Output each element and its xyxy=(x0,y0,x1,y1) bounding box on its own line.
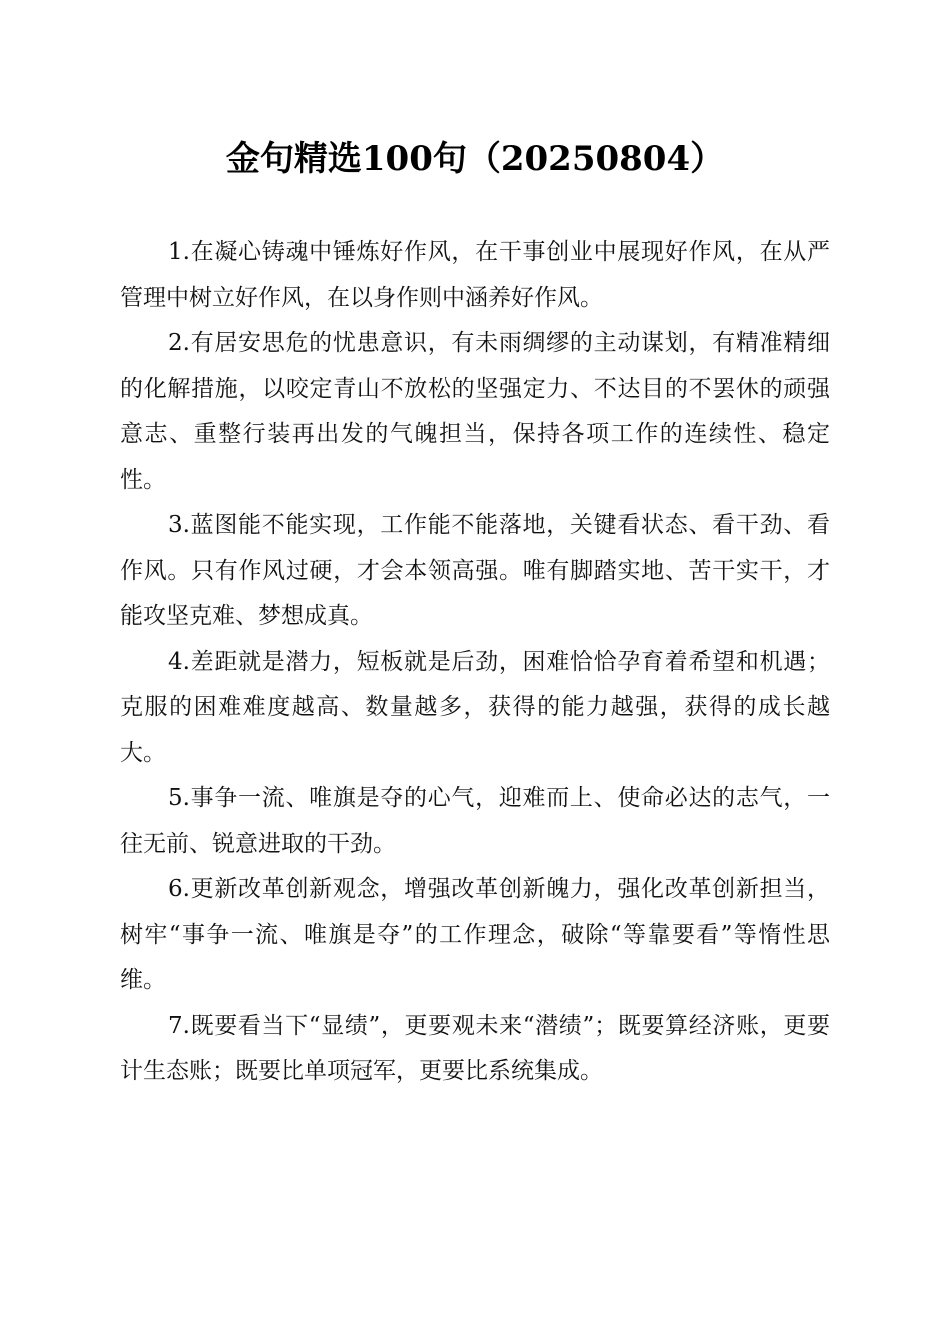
paragraph-4: 4.差距就是潜力，短板就是后劲，困难恰恰孕育着希望和机遇；克服的困难难度越高、数量越多，获得的能力越强，获得的成长越大。 xyxy=(120,648,830,766)
paragraph-6: 6.更新改革创新观念，增强改革创新魄力，强化改革创新担当，树牢“事争一流、唯旗是夺”的工作理念，破除“等靠要看”等惰性思维。 xyxy=(120,876,830,993)
paragraph-7: 7.既要看当下“显绩”，更要观未来“潜绩”；既要算经济账，更要计生态账；既要比单项冠军，更要比系统集成。 xyxy=(120,1012,830,1084)
paragraph-5: 5.事争一流、唯旗是夺的心气，迎难而上、使命必达的志气，一往无前、锐意进取的干劲。 xyxy=(120,785,830,857)
paragraph-1: 1.在凝心铸魂中锤炼好作风，在干事创业中展现好作风，在从严管理中树立好作风，在以身作则中涵养好作风。 xyxy=(120,239,830,311)
paragraph-2: 2.有居安思危的忧患意识，有未雨绸缪的主动谋划，有精准精细的化解措施，以咬定青山不放松的坚强定力、不达目的不罢休的顽强意志、重整行装再出发的气魄担当，保持各项工作的连续性、稳定性。 xyxy=(120,330,830,493)
document-title: 金句精选100句（20250804） xyxy=(225,139,725,179)
paragraph-3: 3.蓝图能不能实现，工作能不能落地，关键看状态、看干劲、看作风。只有作风过硬，才会本领高强。唯有脚踏实地、苦干实干，才能攻坚克难、梦想成真。 xyxy=(120,512,830,629)
document-body xyxy=(120,230,830,1095)
